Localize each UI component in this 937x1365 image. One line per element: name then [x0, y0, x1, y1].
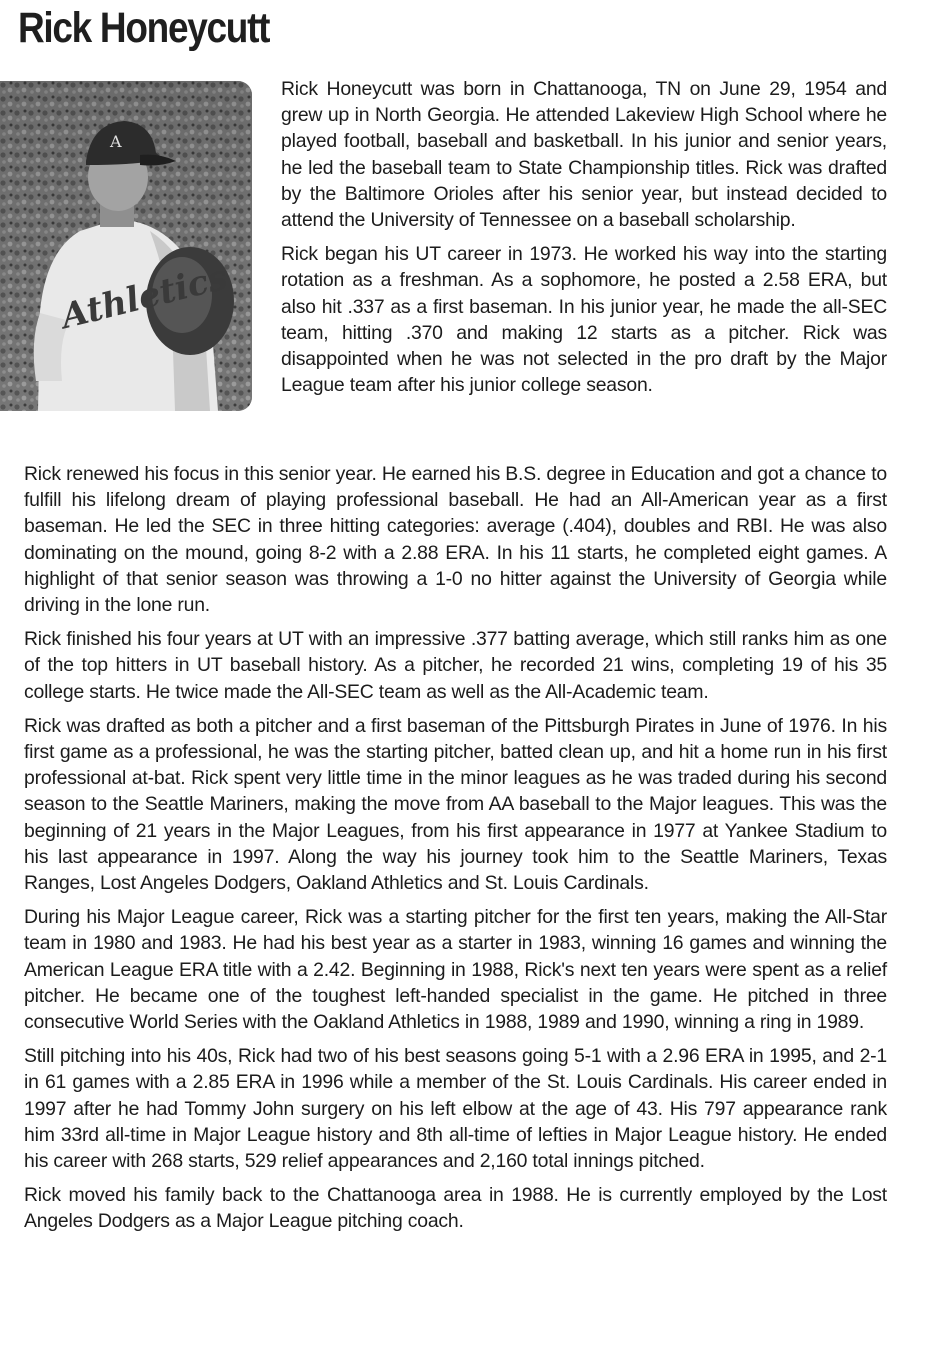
body-paragraph: Still pitching into his 40s, Rick had two of his best seasons going 5-1 with a 2.96 ERA in 1995, and 2-1 in 61 games with a 2.85 ERA in 1996 while a member of the St. Louis Cardinals. His career ended in 1997 after he had Tommy John surgery on his left elbow at the age of 43. His 797 appearance rank him 33rd all-time in Major League history and 8th all-time of lefties in Major League history. He ended his career with 268 starts, 529 relief appearances and 2,160 total innings pitched. — [24, 1045, 887, 1173]
intro-paragraph: Rick Honeycutt was born in Chattanooga, TN on June 29, 1954 and grew up in North Georgia. He attended Lakeview High School where he played football, baseball and basketball. In his junior and senior years, he led the baseball team to State Championship titles. Rick was drafted by the Baltimore Orioles after his senior year, but instead decided to attend the University of Tennessee on a baseball scholarship. — [281, 78, 887, 232]
body-paragraph: Rick moved his family back to the Chattanooga area in 1988. He is currently employed by the Lost Angeles Dodgers as a Major League pitching coach. — [24, 1184, 887, 1233]
body-paragraph: During his Major League career, Rick was a starting pitcher for the first ten years, making the All-Star team in 1980 and 1983. He had his best year as a starter in 1983, winning 16 games and winning the American League ERA title with a 2.42. Beginning in 1988, Rick's next ten years were spent as a relief pitcher. He became one of the toughest left-handed specialist in the game. He pitched in three consecutive World Series with the Oakland Athletics in 1988, 1989 and 1990, winning a ring in 1989. — [24, 906, 887, 1034]
svg-text:A: A — [110, 132, 122, 151]
player-photo — [0, 81, 252, 411]
body-text — [24, 461, 887, 1243]
page-title: Rick Honeycutt — [18, 4, 270, 52]
body-paragraph: Rick finished his four years at UT with an impressive .377 batting average, which still ranks him as one of the top hitters in UT baseball history. As a pitcher, he recorded 21 wins, completing 19 of his 35 college starts. He twice made the All-SEC team as well as the All-Academic team. — [24, 628, 887, 703]
body-paragraph: Rick was drafted as both a pitcher and a first baseman of the Pittsburgh Pirates in June of 1976. In his first game as a professional, he was the starting pitcher, batted clean up, and hit a home run in his first professional at-bat. Rick spent very little time in the minor leagues as he was traded during his second season to the Seattle Mariners, making the move from AA baseball to the Major leagues. This was the beginning of 21 years in the Major Leagues, from his first appearance in 1977 at Yankee Stadium to his last appearance in 1997. Along the way his journey took him to the Seattle Mariners, Texas Ranges, Lost Angeles Dodgers, Oakland Athletics and St. Louis Cardinals. — [24, 714, 887, 895]
intro-text — [281, 76, 887, 406]
intro-paragraph: Rick began his UT career in 1973. He worked his way into the starting rotation as a freshman. As a sophomore, he posted a 2.58 ERA, but also hit .337 as a first baseman. In his junior year, he made the all-SEC team, hitting .370 and making 12 starts as a pitcher. Rick was disappointed when he was not selected in the pro draft by the Major League team after his junior college season. — [281, 243, 887, 397]
svg-text:Athletics: Athletics — [57, 257, 232, 338]
body-paragraph: Rick renewed his focus in this senior year. He earned his B.S. degree in Education and got a chance to fulfill his lifelong dream of playing professional baseball. He had an All-American year as a first baseman. He led the SEC in three hitting categories: average (.404), doubles and RBI. He was also dominating on the mound, going 8-2 with a 2.88 ERA. In his 11 starts, he completed eight games. A highlight of that senior season was throwing a 1-0 no hitter against the University of Georgia while driving in the lone run. — [24, 463, 887, 617]
baseball-player-photo-icon — [0, 81, 252, 411]
